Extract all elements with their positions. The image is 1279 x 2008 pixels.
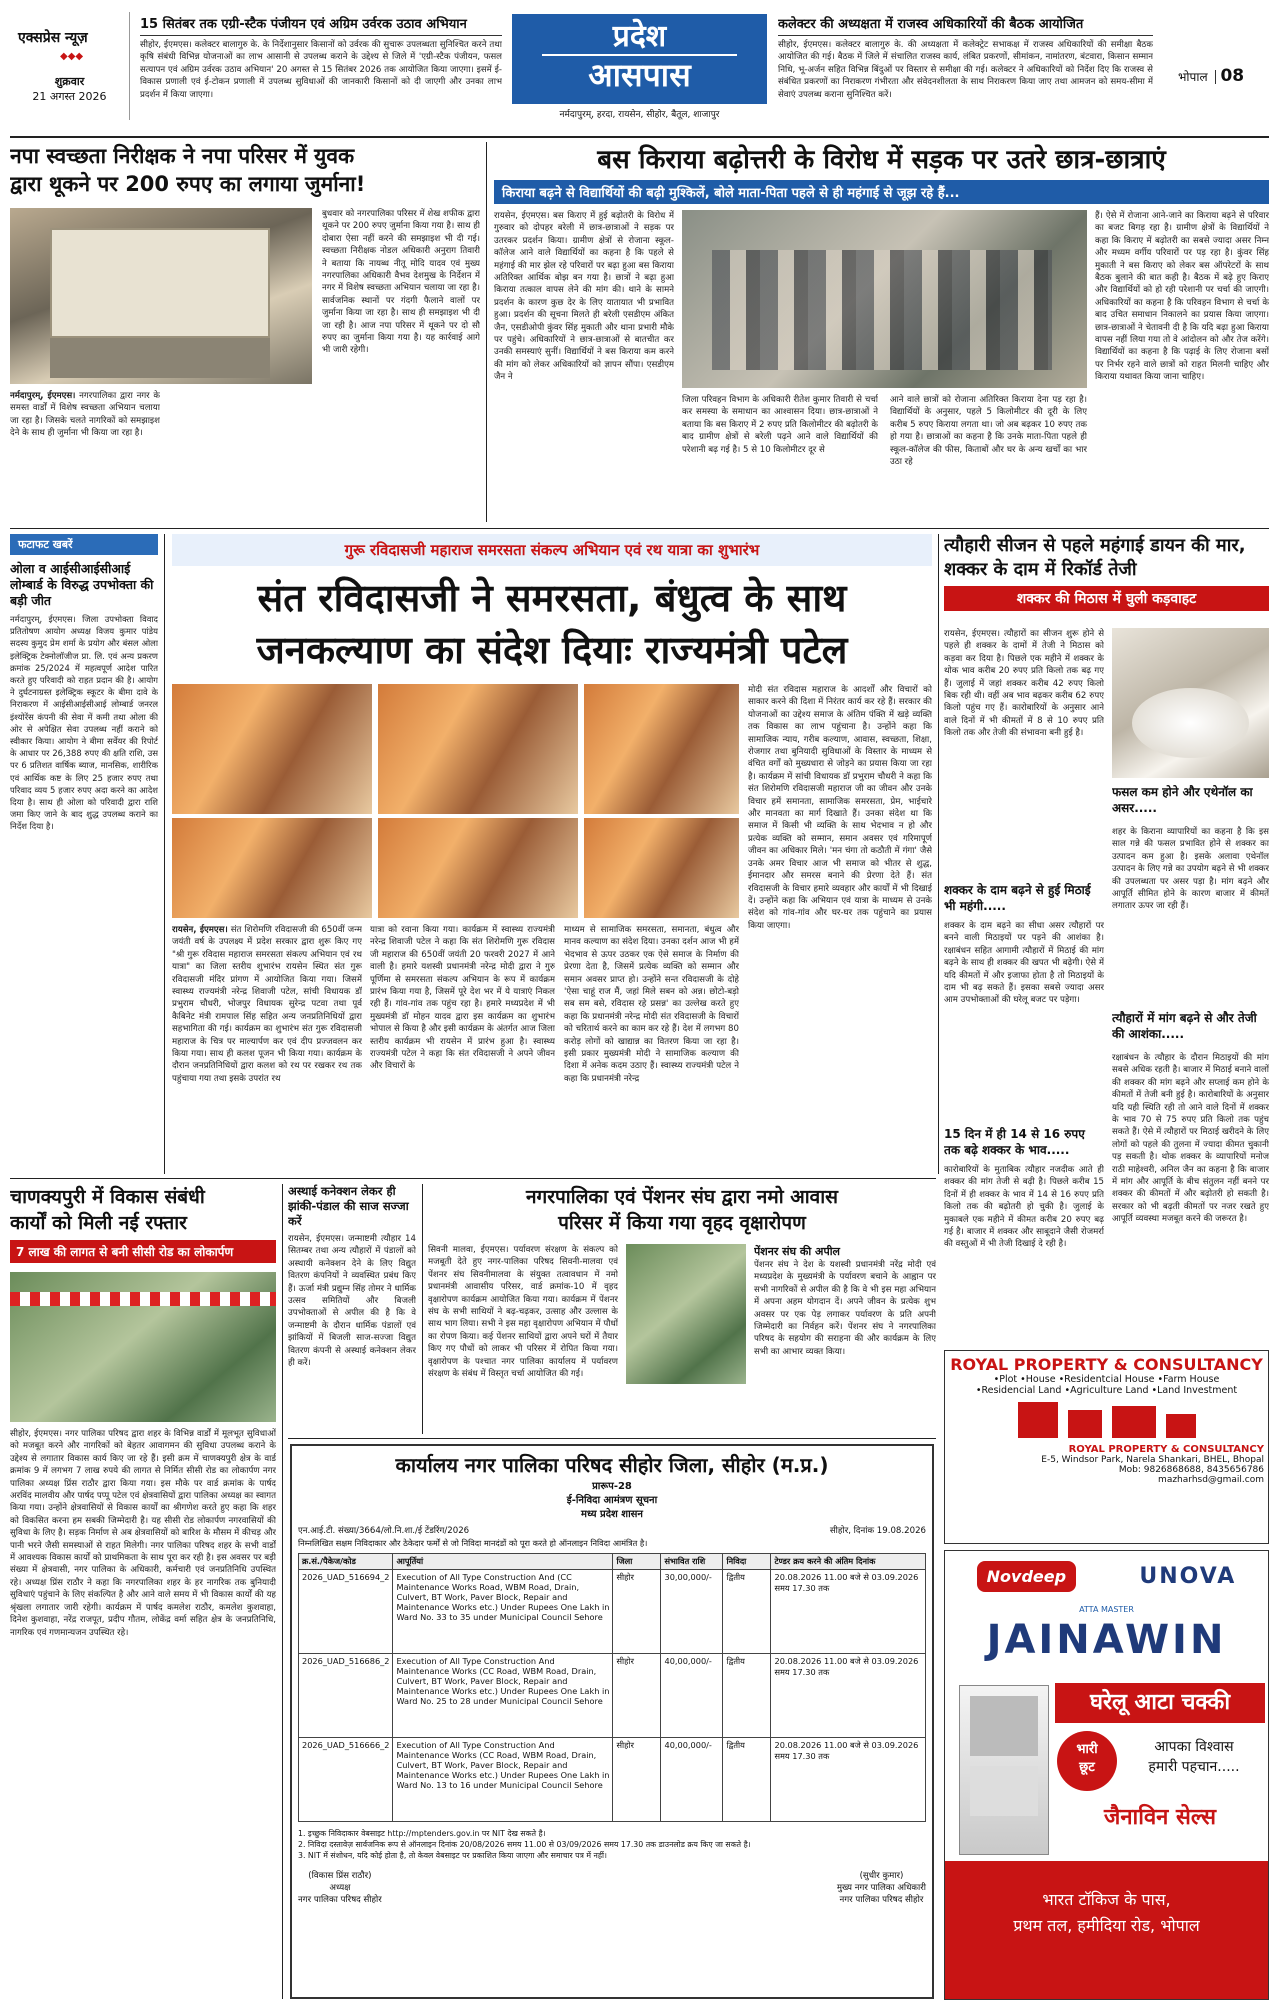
samrasata-photo-4 — [172, 818, 372, 918]
tender-col-work: आपूर्तियां — [393, 1554, 613, 1570]
chanakyapuri-headline-2: कार्यों को मिली नई रफ्तार — [10, 1212, 187, 1234]
building-icon — [949, 1402, 1264, 1438]
tender-cell-code: 2026_UAD_516686_2 — [299, 1654, 393, 1738]
spit-col1 — [10, 390, 160, 520]
samrasata-kicker: गुरू रविदासजी महाराज समरसता संकल्प अभियान एवं रथ यात्रा का शुभारंभ — [172, 534, 932, 566]
shop-name: जैनाविन सेल्स — [1104, 1805, 1216, 1830]
bus-col3: जिला परिवहन विभाग के अधिकारी रीतेश कुमार तिवारी से चर्चा कर समस्या के समाधान का आश्वासन दिया। छात्र-छात्राओं ने बताया कि बस किराए में 2 रुपए प्रति किलोमीटर की बढ़ोतरी के बाद ग्रामीण क्षेत्रों से बरेली पढ़ने आने वाले विद्यार्थियों की परेशानी बढ़ गई है। 5 से 10 किलोमीटर दूर से — [682, 395, 878, 455]
tender-signatory-right — [837, 1869, 926, 1905]
top-right-headline: कलेक्टर की अध्यक्षता में राजस्व अधिकारियों की बैठक आयोजित — [778, 14, 1153, 36]
tender-cell-amount: 40,00,000/- — [661, 1654, 723, 1738]
sugar-col1c: कारोबारियों के मुताबिक त्यौहार नजदीक आते ही शक्कर की मांग तेजी से बढ़ी है। पिछले करीब 15 दिनों में ही शक्कर के भाव में 14 से 16 रुपए प्रति किलो तक की बढ़ोतरी हो चुकी है। जुलाई के मुकाबले एक महीने में कीमत करीब 20 रुपए बढ़ गई है। बाजार में शक्कर और साबूदाने जैसी रोजमर्रा की वस्तुओं में भी तेजी दिखाई दे रही है। — [944, 1165, 1104, 1250]
tender-signatory-left — [298, 1869, 382, 1905]
novdeep-logo: Novdeep — [977, 1561, 1076, 1592]
bus-subhead: किराया बढ़ने से विद्यार्थियों की बढ़ी मुश्किलें, बोले माता-पिता पहले से ही महंगाई से जूझ रहे हैं... — [494, 180, 1269, 204]
sugar-col1: रायसेन, ईएमएस। त्यौहारों का सीजन शुरू होने से पहले ही शक्कर के दामों में तेजी ने मिठास को कड़वा कर दिया है। पिछले एक महीने में शक्कर के थोक भाव करीब 20 रुपए प्रति किलो तक बढ़ गए हैं। जुलाई में जहां शक्कर करीब 42 रुपए किलो बिक रही थी। वहीं अब भाव बढ़कर करीब 62 रुपए किलो पहुंच गए हैं। कारोबारियों के अनुसार आने वाले दिनों में भी कीमतों में 8 से 10 रुपए प्रति किलो तक और तेजी की संभावना बनी हुई है। — [944, 629, 1104, 739]
tender-cell-work: Execution of All Type Construction And (CC Maintenance Works Road, WBM Road, Drain, Culvert, BT Work, Paver Block, Repair and Maintenance Works etc.) Under Rupees One Lakh in Ward No. 33 to 35 under Municipal Council Sehore — [393, 1570, 613, 1654]
samrasata-story — [172, 534, 932, 1174]
tender-cell-code: 2026_UAD_516666_2 — [299, 1738, 393, 1822]
tender-col-type: निविदा — [723, 1554, 771, 1570]
trust-line-1: आपका विश्वास — [1154, 1739, 1234, 1755]
conversion-story — [288, 1184, 416, 1434]
tender-note-2: 2. निविदा दस्तावेज़ सार्वजनिक रूप से ऑनलाइन दिनांक 20/08/2026 समय 11.00 से 03/09/2026 समय 17.30 तक डाउनलोड क्रय किए जा सकते है। — [298, 1840, 751, 1849]
spit-col1-text: नगरपालिका द्वारा नगर के समस्त वार्डों में विशेष स्वच्छता अभियान चलाया जा रहा है। जिसके चलते नागरिकों को समझाइश देने के साथ ही जुर्माना भी किया जा रहा है। — [10, 391, 160, 439]
trust-line-2: हमारी पहचान..... — [1148, 1759, 1240, 1775]
tender-col-amount: संभावित राशि — [661, 1554, 723, 1570]
section-districts: नर्मदापुरम्, हरदा, रायसेन, सीहोर, बैतूल, शाजापुर — [559, 110, 720, 120]
tender-notice-title: ई-निविदा आमंत्रण सूचना — [566, 1495, 658, 1506]
sig-left-title: अध्यक्ष — [329, 1883, 351, 1893]
tender-cell-amount: 30,00,000/- — [661, 1570, 723, 1654]
samrasata-photo-2 — [378, 684, 578, 814]
spit-col2: बुधवार को नगरपालिका परिसर में शेख शफीक द्वारा थूकने पर 200 रुपए जुर्माना किया गया है। साथ ही दोबारा ऐसा नहीं करने की समझाइश भी दी गई। स्वच्छता निरीक्षक नोडल अधिकारी अनुराग तिवारी ने बताया कि नायब्ध नीतू मोदि यादव एवं मुख्य नगरपालिका अधिकारी वैभव देशमुख के निर्देशन में नगर में विशेष स्वच्छता अभियान चलाया जा रहा है। सार्वजनिक स्थानों पर गंदगी फैलाने वालों पर जुर्माना किया जा रहा है। साथ ही समझाइश भी दी जा रही है। आज नपा परिसर में थूकने पर दो सौ रुपए का जुर्माना किया गया है। यह कार्रवाई आगे भी जारी रहेगी। — [322, 209, 480, 356]
tender-col-code: क्र.सं./पैकेज/कोड — [299, 1554, 393, 1570]
bus-col5: हैं। ऐसे में रोजाना आने-जाने का किराया बढ़ने से परिवार का बजट बिगड़ रहा है। ग्रामीण क्षेत्रों के विद्यार्थियों ने कहा कि किराए में बढ़ोतरी का सबसे ज्यादा असर निम्न और मध्यम वर्गीय परिवारों पर पड़ रहा है। कुंवर सिंह मुकाती ने बस किराए को लेकर बस ऑपरेटरों के साथ बैठक बुलाने की बात कही है। बैठक में बढ़े हुए किराए और विद्यार्थियों को हो रही परेशानी पर चर्चा की जाएगी। अधिकारियों का कहना है कि परिवहन विभाग से चर्चा के बाद उचित समाधान निकालने का प्रयास किया जाएगा। छात्र-छात्राओं ने चेतावनी दी है कि यदि बढ़ा हुआ किराया वापस नहीं लिया गया तो वे आंदोलन को और तेज करेंगे। विद्यार्थियों का कहना है कि पढ़ाई के लिए रोजाना बसों पर निर्भर रहने वाले छात्रों को राहत मिलनी चाहिए और किराया यथावत किया जाना चाहिए। — [1095, 211, 1269, 383]
chanakyapuri-story — [10, 1184, 276, 1999]
tender-form: प्रारूप-28 — [592, 1481, 632, 1492]
section-title-line1: प्रदेश — [612, 19, 667, 54]
masthead-rule — [10, 136, 1269, 138]
h-rule-1 — [10, 528, 1269, 529]
sig-left-name: (विकास प्रिंस राठौर) — [308, 1871, 372, 1881]
sugar-col1b: शक्कर के दाम बढ़ने का सीधा असर त्यौहारों पर बनने वाली मिठाइयों पर पड़ने की आशंका है। रक्षाबंधन सहित आगामी त्यौहारों में मिठाई की मांग बढ़ने के साथ ही शक्कर की खपत भी बढ़ेगी। ऐसे में यदि कीमतों में और इजाफा होता है तो मिठाइयों के दाम भी बढ़ सकते हैं। इसका सबसे ज्यादा असर आम उपभोक्ताओं की घरेलू बजट पर पड़ेगा। — [944, 921, 1104, 1006]
namo-story — [428, 1184, 936, 1434]
trust-tagline — [1123, 1737, 1265, 1787]
v-rule-2 — [164, 534, 165, 1174]
sugar-col2b: रक्षाबंधन के त्यौहार के दौरान मिठाइयों की मांग सबसे अधिक रहती है। बाजार में मिठाई बनाने वालों की शक्कर की मांग बढ़ने और सप्लाई कम होने के कीमतों में तेजी बनी हुई है। कारोबारियों के अनुसार यदि यही स्थिति रही तो आने वाले दिनों में शक्कर के भाव 70 से 75 रुपए प्रति किलो तक पहुंच सकते हैं। ऐसे में त्यौहारों पर मिठाई खरीदने के लिए लोगों को पहले की तुलना में ज्यादा कीमत चुकानी पड़ सकती है। थोक शक्कर के व्यापारियों मनोज राठी माहेश्वरी, अनिल जैन का कहना है कि बाजार में मांग और आपूर्ति के बीच संतुलन नहीं बनने पर शक्कर की कीमतों में और बढ़ोतरी हो सकती है। सरकार को भी बढ़ती कीमतों पर नजर रखते हुए आपूर्ति व्यवस्था मजबूत करने की जरूरत है। — [1112, 1053, 1269, 1225]
tender-col-district: जिला — [613, 1554, 661, 1570]
sugar-box-head: शक्कर के दाम बढ़ने से हुई मिठाई भी महंगी..... — [944, 883, 1091, 913]
top-left-brief — [140, 14, 502, 120]
bus-photo — [682, 210, 1087, 388]
jainawin-ad — [944, 1550, 1269, 2000]
namo-headline-2: परिसर में किया गया वृहद वृक्षारोपण — [558, 1212, 806, 1234]
sig-right-org: नगर पालिका परिषद सीहोर — [839, 1895, 924, 1905]
spit-story — [10, 142, 480, 525]
sig-right-name: (सुधीर कुमार) — [859, 1871, 904, 1881]
tender-col-dates: टेण्डर क्रय करने की अंतिम दिनांक — [771, 1554, 926, 1570]
tender-cell-district: सीहोर — [613, 1654, 661, 1738]
issue-date: 21 अगस्त 2026 — [32, 90, 107, 103]
spit-headline-2: द्वारा थूकने पर 200 रुपए का लगाया जुर्माना! — [10, 172, 366, 196]
namo-body: सिवनी मालवा, ईएमएस। पर्यावरण संरक्षण के संकल्प को मजबूती देते हुए नगर-पालिका परिषद सिवनी-मालवा एवं पेंशनर संघ सिवनीमालवा के संयुक्त तत्वावधान में नमो प्रधानमंत्री आवासीय परिसर, वार्ड क्रमांक-10 में वृहद वृक्षारोपण कार्यक्रम आयोजित किया गया। कार्यक्रम में पेंशनर संघ के सभी साथियों ने बढ़-चढ़कर, उत्साह और उल्लास के साथ भाग लिया। सभी ने इस महा वृक्षारोपण अभियान में पौधों का रोपण किया। कई पेंशनर साथियों द्वारा अपने घरों में तैयार किए गए पौधों को लाकर भी परिसर में रोपित किया गया। वृक्षारोपण के पश्चात नगर पालिका कार्यालय में पर्यावरण संरक्षण के संबंध में विस्तृत चर्चा आयोजित की गई। — [428, 1245, 618, 1380]
chanakyapuri-photo — [10, 1272, 276, 1422]
section-title-box — [512, 14, 767, 124]
shop-address-2: प्रथम तल, हमीदिया रोड, भोपाल — [1013, 1916, 1200, 1935]
conversion-body: रायसेन, ईएमएस। जन्माष्टमी त्यौहार 14 सितम्बर तथा अन्य त्यौहारों में पंडालों को अस्थायी कनेक्शन देने के लिए विद्युत वितरण कंपनियों ने व्यवस्थित प्रबंध किए हैं। ऊर्जा मंत्री प्रद्युम्न सिंह तोमर ने धार्मिक उत्सव समितियों और बिजली उपभोक्ताओं से अपील की है कि वे जन्माष्टमी के दौरान धार्मिक पंडालों एवं झांकियों में बिजली साज-सज्जा विद्युत वितरण कंपनी से अस्थाई कनेक्शन लेकर ही करें। — [288, 1234, 416, 1369]
samrasata-col3: माध्यम से सामाजिक समरसता, समानता, बंधुत्व और मानव कल्याण का संदेश दिया। उनका दर्शन आज भी हमें भेदभाव से ऊपर उठकर एक ऐसे समाज के निर्माण की प्रेरणा देता है, जिसमें प्रत्येक व्यक्ति को सम्मान और समान अवसर प्राप्त हो। उन्होंने सन्त रविदासजी के दोहे 'ऐसा चाहूं राज मैं, जहां मिले सबन को अन्न। छोटो-बड़ो सब सम बसे, रविदास रहे प्रसन्न' का उल्लेख करते हुए कहा कि प्रधानमंत्री नरेन्द्र मोदी संत रविदासजी के विचारों को चरितार्थ करने का काम कर रहे हैं। देश में लगभग 80 करोड़ लोगों को खाद्यान्न का वितरण किया जा रहा है। इसी प्रकार मुख्यमंत्री मोदी ने सामाजिक कल्याण की दिशा में अनेक कदम उठाए हैं। स्वास्थ्य राज्यमंत्री पटेल ने कहा कि प्रधानमंत्री नरेन्द्र — [564, 925, 739, 1084]
brief-column — [10, 534, 158, 1174]
spit-photo — [10, 208, 312, 384]
rp-brand: ROYAL PROPERTY & CONSULTANCY — [1068, 1444, 1264, 1455]
tender-cell-district: सीहोर — [613, 1570, 661, 1654]
v-rule-3 — [938, 534, 939, 1174]
top-left-body: सीहोर, ईएमएस। कलेक्टर बालागुरु के. के निर्देशानुसार किसानों को उर्वरक की सुचारू उपलब्धता सुनिश्चित करने तथा कृषि संबंधी विभिन्न योजनाओं का लाभ आसानी से उपलब्ध कराने के उद्देश्य से जिले में 'एग्री-स्टैक पंजीयन, फसल सत्यापन एवं अग्रिम उर्वरक उठाव अभियान' 20 अगस्त से 15 सितंबर 2026 तक आयोजित किया जाएगा। इसमें ई-विकास प्रणाली एवं ई-टोकन प्रणाली में उपलब्ध सुविधाओं की जानकारी किसानों को दी जाएगी और उनका लाभ प्रदर्शन में किया जाएगा। — [140, 40, 502, 100]
namo-headline-1: नगरपालिका एवं पेंशनर संघ द्वारा नमो आवास — [525, 1186, 839, 1208]
top-right-body: सीहोर, ईएमएस। कलेक्टर बालागुरु के. की अध्यक्षता में कलेक्ट्रेट सभाकक्ष में राजस्व अधिकारियों की समीक्षा बैठक आयोजित की गई। बैठक में जिले में संचालित राजस्व कार्य, लंबित प्रकरणों, सीमांकन, नामांतरण, बंटवारा, किसान सम्मान निधि, भू-अर्जन सहित विभिन्न बिंदुओं पर विस्तार से समीक्षा की गई। कलेक्टर ने अधिकारियों को निर्देश दिए कि राजस्व से संबंधित प्रकरणों का निराकरण गंभीरता और संवेदनशीलता के साथ निराकरण किया जाए तथा आमजन को समय-सीमा में सेवाएं उपलब्ध कराना सुनिश्चित करें। — [778, 40, 1153, 100]
sugar-side-head-2: त्यौहारों में मांग बढ़ने से और तेजी की आशंका..... — [1112, 1011, 1257, 1041]
chakki-machine-icon — [959, 1685, 1049, 1855]
tender-cell-dates: 20.08.2026 11.00 बजे से 03.09.2026 समय 17.30 तक — [771, 1654, 926, 1738]
samrasata-col2: यात्रा को रवाना किया गया। कार्यक्रम में स्वास्थ्य राज्यमंत्री नरेन्द्र शिवाजी पटेल ने कहा कि संत शिरोमणि गुरू रविदास जी महाराज की 650वीं जयंती 20 फरवरी 2027 में आने वाली है। हमारे यशस्वी प्रधानमंत्री नरेन्द्र मोदी द्वारा ने गुरु पूर्णिमा से समरसता संकल्प अभियान के रूप में कार्यक्रम प्रारंभ किया गया है, जिसमें पूरे देश भर में ये यात्राएं निकल रही हैं। गांव-गांव तक पहुंच रहा है। हमारे मध्यप्रदेश में भी मुख्यमंत्री डॉ मोहन यादव द्वारा इस कार्यक्रम का शुभारंभ भोपाल से किया है और इसी कार्यक्रम के अंतर्गत आज जिला स्तरीय कार्यक्रम भी रायसेन में प्रारंभ हुआ है। स्वास्थ्य राज्यमंत्री पटेल ने कहा कि संत रविदासजी ने अपने जीवन और विचारों के — [370, 925, 555, 1072]
tender-notes — [298, 1828, 926, 1861]
namo-photo — [626, 1244, 746, 1384]
sugar-subhead: शक्कर की मिठास में घुली कड़वाहट — [944, 586, 1269, 611]
h-rule-3 — [288, 1438, 936, 1439]
sugar-photo — [1112, 628, 1269, 778]
tender-cell-type: द्वितीय — [723, 1654, 771, 1738]
rp-email: mazharhsd@gmail.com — [1158, 1475, 1264, 1485]
bus-col4: आने वाले छात्रों को रोजाना अतिरिक्त किराया देना पड़ रहा है। विद्यार्थियों के अनुसार, पहले 5 किलोमीटर की दूरी के लिए करीब 5 रुपए किराया लगता था। जो अब बढ़कर 10 रुपए तक हो गया है। छात्राओं का कहना है कि उनके माता-पिता पहले ही स्कूल-कॉलेज की फीस, किताबों और घर के अन्य खर्चों का भार उठा रहे — [890, 395, 1087, 468]
rp-line1: •Plot •House •Residentcial House •Farm House — [993, 1374, 1220, 1385]
chanakyapuri-headline-1: चाणक्यपुरी में विकास संबंधी — [10, 1186, 205, 1208]
tender-date: सीहोर, दिनांक 19.08.2026 — [829, 1526, 926, 1536]
rp-address: E-5, Windsor Park, Narela Shankari, BHEL, Bhopal — [1041, 1455, 1264, 1465]
chanakyapuri-body: सीहोर, ईएमएस। नगर पालिका परिषद द्वारा शहर के विभिन्न वार्डों में मूलभूत सुविधाओं को मजबूत करने और नागरिकों को बेहतर आवागमन की सुविधा उपलब्ध कराने के उद्देश्य से लगातार विकास कार्य किए जा रहे हैं। इसी क्रम में चाणक्यपुरी क्षेत्र के वार्ड क्रमांक 9 में लगभग 7 लाख रुपये की लागत से निर्मित सीसी रोड का लोकार्पण नगर पालिका अध्यक्ष प्रिंस राठौर द्वारा किया गया। इस मौके पर वार्ड क्रमांक के पार्षद अरविंद मालवीय और पार्षद पप्पू पटेल एवं क्षेत्रवासियों द्वारा पालिका अध्यक्ष का स्वागत किया गया। उन्होंने क्षेत्रवासियों से विकास कार्यों का श्रीगणेश करते हुए कहा कि शहर को विकसित करना हम सबकी जिम्मेदारी है। यह सीसी रोड लोकार्पण नगरवासियों की सुविधा के लिए है। सड़क निर्माण से अब क्षेत्रवासियों को बारिश के मौसम में कीचड़ और पानी भरने जैसी समस्याओं से राहत मिलेगी। नगर पालिका परिषद शहर के सभी वार्डों में आवश्यक विकास कार्यों को प्राथमिकता के साथ पूरा कर रही है। इस अवसर पर बड़ी संख्या में क्षेत्रवासी, नगर पालिका के अधिकारी, कर्मचारी एवं जनप्रतिनिधि उपस्थित रहे। अध्यक्ष प्रिंस राठौर ने कहा कि नगरपालिका शहर के हर नागरिक तक बुनियादी सुविधाएं पहुंचाने के लिए संकल्पित है और आने वाले समय में भी विकास कार्यों की यह श्रृंखला लगातार जारी रहेगी। कार्यक्रम में पार्षद कमलेश राठौर, कमलेश कुशवाहा, दिनेश कुशवाहा, नरेंद्र राजपूत, प्रदीप गौतम, लोकेंद्र वर्मा सहित क्षेत्र के जनप्रतिनिधि, नागरिक एवं गणमान्यजन उपस्थित रहे। — [10, 1429, 276, 1638]
offer-line-2: छूट — [1079, 1760, 1095, 1775]
jainawin-logo: JAINAWIN — [986, 1617, 1227, 1663]
samrasata-dateline: रायसेन, ईएमएस। — [172, 925, 228, 935]
tender-note-3: 3. NIT में संशोधन, यदि कोई होता है, तो केवल वेबसाइट पर प्रकाशित किया जाएगा और समाचार पत्र में नहीं। — [298, 1851, 607, 1860]
royal-property-ad — [944, 1350, 1269, 1544]
offer-badge — [1057, 1731, 1117, 1791]
tender-office: कार्यालय नगर पालिका परिषद सीहोर जिला, सीहोर (म.प्र.) — [395, 1453, 829, 1477]
bus-headline: बस किराया बढ़ोत्तरी के विरोध में सड़क पर उतरे छात्र-छात्राएं — [597, 145, 1166, 175]
samrasata-col1-text: संत शिरोमणि रविदासजी की 650वीं जन्म जयंती वर्ष के उपलक्ष्य में प्रदेश सरकार द्वारा शुरू किए गए "श्री गुरू रविदास महाराज समरसता संकल्प अभियान एवं रथ यात्रा" का जिला स्तरीय शुभारंभ रायसेन स्थित संत गुरू रविदासजी मंदिर प्रांगण में आयोजित किया गया। जिसमें स्वास्थ्य राज्यमंत्री नरेन्द्र शिवाजी पटेल, सांची विधायक डॉ प्रभुराम चौधरी, भोजपुर विधायक सुरेन्द्र पटवा तथा पूर्व कैबिनेट मंत्री रामपाल सिंह सहित अन्य जनप्रतिनिधियों द्वारा सहभागिता की गई। कार्यक्रम का शुभारंभ संत गुरू रविदासजी महाराज के चित्र पर माल्यार्पण कर एवं दीप प्रज्जवलन कर किया गया। साथ ही कलश पूजन भी किया गया। कार्यक्रम के दौरान जनप्रतिनिधियों द्वारा कलश को रथ पर रखकर रथ तक पहुंचाया गया तथा इसके उपरांत रथ — [172, 925, 362, 1084]
tender-state: मध्य प्रदेश शासन — [580, 1509, 643, 1520]
tender-cell-amount: 40,00,000/- — [661, 1738, 723, 1822]
brief-headline: ओला व आईसीआईसीआई लोम्बार्ड के विरुद्ध उपभोक्ता की बड़ी जीत — [10, 561, 154, 608]
samrasata-photo-3 — [584, 684, 739, 814]
samrasata-col4: मोदी संत रविदास महाराज के आदर्शों और विचारों को साकार करने की दिशा में निरंतर कार्य कर रहे हैं। सरकार की योजनाओं का उद्देश्य समाज के अंतिम पंक्ति में खड़े व्यक्ति तक विकास का लाभ पहुंचाना है। उन्होंने कहा कि सामाजिक न्याय, गरीब कल्याण, आवास, स्वच्छता, शिक्षा, रोजगार तथा बुनियादी सुविधाओं के विस्तार के माध्यम से वंचित वर्गों को मुख्यधारा से जोड़ने का प्रयास किया जा रहा है। कार्यक्रम में सांची विधायक डॉ प्रभुराम चौधरी ने कहा कि संत शिरोमणि रविदासजी महाराज जी का जीवन और उनके विचार हमें समानता, सामाजिक समरसता, प्रेम, भाईचारे और मानवता का मार्ग दिखाते हैं। उनका संदेश था कि समाज में किसी भी व्यक्ति के साथ भेदभाव न हो और प्रत्येक व्यक्ति को सम्मान, समान अवसर एवं गरिमापूर्ण जीवन का अधिकार मिले। 'मन चंगा तो कठौती में गंगा' जैसे उनके अमर विचार आज भी समाज को भीतर से शुद्ध, ईमानदार और समरस बनाने की प्रेरणा देते हैं। संत रविदासजी के विचार हमारे व्यवहार और कार्यों में भी दिखाई दें। उन्होंने कहा कि अभियान एवं यात्रा के माध्यम से उनके संदेश को गांव-गांव और घर-घर तक पहुंचाने का प्रयास किया जाएगा। — [748, 685, 932, 931]
tender-note-1: 1. इच्छुक निविदाकार वेबसाइट http://mptenders.gov.in पर NIT देख सकते है। — [298, 1829, 546, 1838]
sugar-headline: त्यौहारी सीजन से पहले महंगाई डायन की मार, शक्कर के दाम में रिकॉर्ड तेजी — [944, 535, 1246, 580]
chanakyapuri-subhead: 7 लाख की लागत से बनी सीसी रोड का लोकार्पण — [10, 1240, 276, 1263]
tender-cell-type: द्वितीय — [723, 1738, 771, 1822]
unova-logo: UNOVA — [1139, 1563, 1237, 1589]
samrasata-headline-1: संत रविदासजी ने समरसता, बंधुत्व के साथ — [257, 576, 847, 620]
sig-left-org: नगर पालिका परिषद सीहोर — [298, 1895, 382, 1905]
page-folio — [1178, 66, 1273, 90]
v-rule-5 — [422, 1184, 423, 1434]
table-row — [299, 1654, 926, 1738]
brief-tag: फटाफट खबरें — [10, 534, 158, 555]
v-rule-4 — [282, 1184, 283, 1999]
section-title-line2: आसपास — [542, 54, 737, 94]
masthead-brand-box — [10, 12, 130, 120]
h-rule-2 — [10, 1178, 936, 1179]
tender-table — [298, 1553, 926, 1822]
folio-page-number: 08 — [1220, 66, 1245, 86]
namo-appeal-head: पेंशनर संघ की अपील — [754, 1245, 841, 1258]
sugar-side-head: फसल कम होने और एथेनॉल का असर..... — [1112, 785, 1253, 815]
brief-body: नर्मदापुरम्, ईएमएस। जिला उपभोक्ता विवाद प्रतितोषण आयोग अध्यक्ष विजय कुमार पांडेय सदस्य कुमुद प्रेम शर्मा के प्रयोग और बंसल ओला इलेक्ट्रिक टेक्नोलॉजीज प्रा. लि. एवं अन्य प्रकरण क्रमांक 25/2024 में महत्वपूर्ण आदेश पारित करते हुए परिवादी को राहत प्रदान की है। आयोग ने दुर्घटनाग्रस्त इलेक्ट्रिक स्कूटर के बीमा दावे के निराकरण में आईसीआईसीआई लोम्बार्ड जनरल इंश्योरेंस कंपनी की सेवा में कमी तथा ओला की ओर से अपेक्षित सेवा उपलब्ध नहीं कराने को स्वीकार किया। आयोग ने बीमा सर्वेयर की रिपोर्ट के आधार पर 26,388 रुपए की क्षति राशि, उस पर 6 प्रतिशत वार्षिक ब्याज, मानसिक, शारीरिक एवं आर्थिक कष्ट के लिए 25 हजार रुपए तथा परिवाद व्यय 5 हजार रुपए अदा करने का आदेश दिया है। साथ ही ओला को परिवादी द्वारा राशि जमा किए जाने के बाद शुद्ध उपलब्ध कराने का निर्देश दिया है। — [10, 614, 158, 832]
top-left-headline: 15 सितंबर तक एग्री-स्टैक पंजीयन एवं अग्रिम उर्वरक उठाव अभियान — [140, 14, 502, 36]
brand-name: एक्सप्रेस न्यूज़ — [18, 30, 88, 46]
tender-cell-dates: 20.08.2026 11.00 बजे से 03.09.2026 समय 17.30 तक — [771, 1570, 926, 1654]
offer-line-1: भारी — [1076, 1742, 1098, 1757]
rp-line2: •Residencial Land •Agriculture Land •Land Investment — [975, 1385, 1238, 1396]
table-row — [299, 1738, 926, 1822]
tender-notice — [290, 1444, 934, 1999]
tender-cell-type: द्वितीय — [723, 1570, 771, 1654]
namo-appeal-body: पेंशनर संघ ने देश के यशस्वी प्रधानमंत्री नरेंद्र मोदी एवं मध्यप्रदेश के मुख्यमंत्री के पर्यावरण बचाने के आह्वान पर सभी नागरिकों से अपील की है कि वे भी इस महा अभियान में अपना अहम योगदान दें। अपने जीवन के प्रत्येक शुभ अवसर पर एक पेड़ लगाकर पर्यावरण के प्रति अपनी जिम्मेदारी का निर्वहन करें। पेंशनर संघ ने नगरपालिका परिषद के सहयोग की सराहना की और कार्यक्रम के लिए सभी का आभार व्यक्त किया। — [754, 1260, 936, 1357]
tender-cell-district: सीहोर — [613, 1738, 661, 1822]
samrasata-photo-1 — [172, 684, 372, 814]
shop-address-box — [945, 1861, 1268, 1999]
sig-right-title: मुख्य नगर पालिका अधिकारी — [836, 1883, 926, 1893]
bus-col1: रायसेन, ईएमएस। बस किराए में हुई बढ़ोतरी के विरोध में गुरुवार को दोपहर बरेली में छात्र-छात्राओं ने सड़क पर उतरकर प्रदर्शन किया। ग्रामीण क्षेत्रों से रोजाना स्कूल-कॉलेज आने वाले विद्यार्थियों का कहना है कि पहले से महंगाई की मार झेल रहे परिवारों पर बढ़ा हुआ बस किराया अतिरिक्त आर्थिक बोझ बन गया है। छात्रों ने बढ़ा हुआ किराया तत्काल वापस लेने की मांग की। थाने के सामने प्रदर्शन के कारण कुछ देर के लिए यातायात भी प्रभावित हुआ। प्रदर्शन की सूचना मिलते ही बरेली एसडीएम अंकित जैन, एसडीओपी कुंवर सिंह मुकाती और थाना प्रभारी मौके पर पहुंचे। अधिकारियों ने छात्र-छात्राओं से बातचीत कर उनकी समस्याएं सुनीं। विद्यार्थियों ने बस किराया कम करने की मांग को लेकर अधिकारियों को ज्ञापन सौंपा। एसडीएम जैन ने — [494, 211, 674, 383]
namo-appeal-box — [754, 1244, 936, 1434]
samrasata-photo-6 — [584, 818, 739, 918]
sugar-box-head-2: 15 दिन में ही 14 से 16 रुपए तक बढ़े शक्कर के भाव..... — [944, 1127, 1085, 1157]
bus-story — [494, 142, 1269, 525]
chakki-title: घरेलू आटा चक्की — [1055, 1683, 1265, 1723]
samrasata-photo-5 — [378, 818, 578, 918]
atta-master-tag: ATTA MASTER — [1079, 1605, 1134, 1614]
rp-title: ROYAL PROPERTY & CONSULTANCY — [950, 1355, 1263, 1374]
v-rule-1 — [486, 142, 487, 522]
brand-ornament-icon: ◆◆◆ — [60, 51, 84, 62]
tender-cell-work: Execution of All Type Construction And Maintenance Works (CC Road, WBM Road, Drain, Culvert, BT Work, Paver Block, Repair and Maintenance Works etc.) Under Rupees One Lakh in Ward No. 13 to 16 under Municipal Council Sehore — [393, 1738, 613, 1822]
issue-day: शुक्रवार — [54, 75, 85, 88]
spit-dateline: नर्मदापुरम्, ईएमएस। — [10, 391, 76, 401]
samrasata-headline-2: जनकल्याण का संदेश दियाः राज्यमंत्री पटेल — [256, 628, 848, 672]
tender-ref: एन.आई.टी. संख्या/3664/लो.नि.शा./ई टेंडरिंग/2026 — [298, 1526, 470, 1536]
shop-address-1: भारत टॉकिज के पास, — [1042, 1890, 1171, 1909]
conversion-headline: अस्थाई कनेक्शन लेकर ही झांकी-पंडाल की साज सज्जा करें — [288, 1184, 409, 1228]
tender-cell-dates: 20.08.2026 11.00 बजे से 03.09.2026 समय 17.30 तक — [771, 1738, 926, 1822]
tender-intro: निम्नलिखित सक्षम निविदाकार और ठेकेदार फर्मों से जो निविदा मानदंडों को पूरा करते हो ऑनलाइन निविदा आमंत्रित है। — [298, 1538, 648, 1548]
folio-city: भोपाल — [1178, 70, 1208, 84]
tender-cell-work: Execution of All Type Construction And Maintenance Works (CC Road, WBM Road, Drain, Culvert, BT Work, Paver Block, Repair and Maintenance Works etc.) Under Rupees One Lakh in Ward No. 25 to 28 under Municipal Council Sehore — [393, 1654, 613, 1738]
spit-headline-1: नपा स्वच्छता निरीक्षक ने नपा परिसर में युवक — [10, 144, 355, 168]
tender-cell-code: 2026_UAD_516694_2 — [299, 1570, 393, 1654]
samrasata-col1 — [172, 924, 362, 1174]
rp-mob: Mob: 9826868688, 8435656786 — [1118, 1465, 1264, 1475]
top-right-brief — [778, 14, 1153, 132]
sugar-col2: शहर के किराना व्यापारियों का कहना है कि इस साल गन्ने की फसल प्रभावित होने से शक्कर का उत्पादन कम हुआ है। इसके अलावा एथेनॉल उत्पादन के लिए गन्ने का उपयोग बढ़ने से भी शक्कर की उपलब्धता पर असर पड़ा है। मांग बढ़ने और आपूर्ति सीमित होने के कारण बाजार में कीमतें लगातार ऊपर जा रही हैं। — [1112, 827, 1269, 912]
table-row — [299, 1570, 926, 1654]
